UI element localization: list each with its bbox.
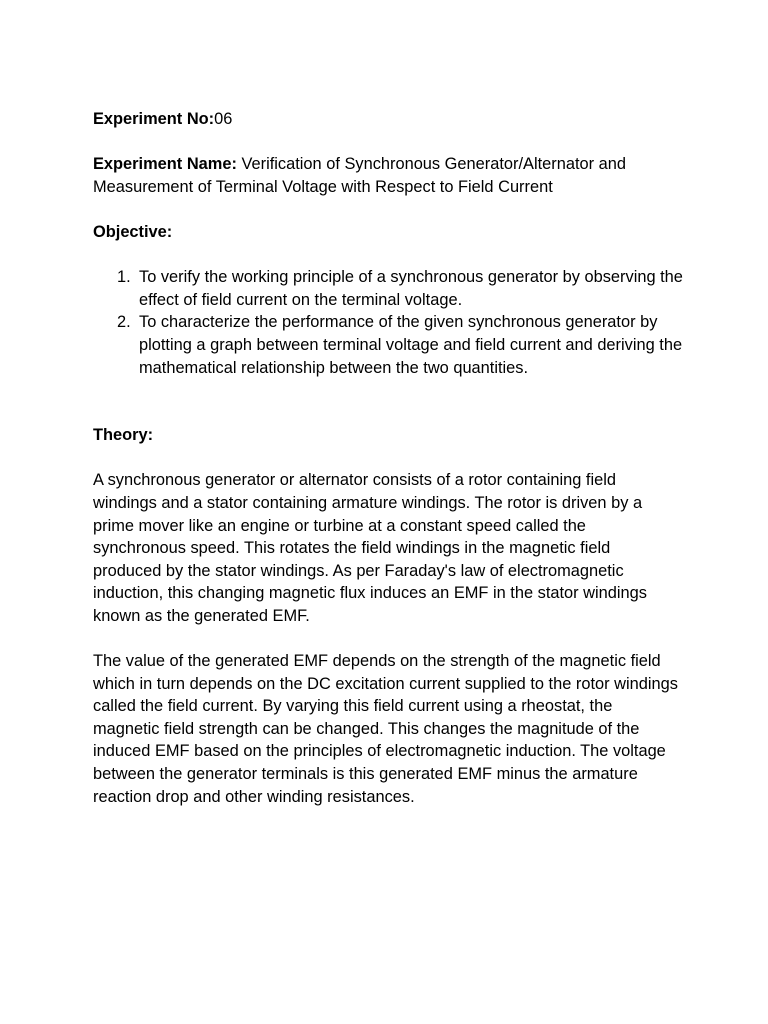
objective-heading: Objective: (93, 222, 173, 241)
spacer (93, 131, 683, 154)
list-item-text: To characterize the performance of the given synchronous generator by plotting a graph between terminal voltage and field current and deriving the mathematical relationship between the two quantities. (139, 313, 683, 377)
list-item-text: To verify the working principle of a synchronous generator by observing the effect of field current on the terminal voltage. (139, 268, 683, 309)
objective-list (93, 266, 683, 379)
experiment-name-value: Verification of Synchronous Generator/Alternator and Measurement of Terminal Voltage with Respect to Field Current (93, 155, 626, 196)
theory-heading: Theory: (93, 426, 154, 445)
experiment-number-line (93, 108, 683, 131)
theory-paragraph-1: A synchronous generator or alternator consists of a rotor containing field windings and a stator containing armature windings. The rotor is driven by a prime mover like an engine or turbine at a constant speed called the synchronous speed. This rotates the field windings in the magnetic field produced by the stator windings. As per Faraday's law of electromagnetic induction, this changing magnetic flux induces an EMF in the stator windings known as the generated EMF. (93, 471, 647, 625)
experiment-number-value: 06 (214, 110, 233, 128)
spacer (93, 198, 683, 221)
experiment-number-label: Experiment No: (93, 110, 215, 128)
theory-paragraph-2: The value of the generated EMF depends on the strength of the magnetic field which in turn depends on the DC excitation current supplied to the rotor windings called the field current. By varying this field current using a rheostat, the magnetic field strength can be changed. This changes the magnitude of the induced EMF based on the principles of electromagnetic induction. The voltage between the generator terminals is this generated EMF minus the armature reaction drop and other winding resistances. (93, 652, 678, 806)
experiment-name-label: Experiment Name: (93, 155, 237, 174)
spacer (93, 244, 683, 267)
spacer (93, 447, 683, 470)
list-item (93, 266, 683, 311)
list-item (93, 311, 683, 379)
experiment-name-line (93, 153, 683, 198)
list-item-number: 2. (117, 313, 131, 332)
spacer (93, 379, 683, 424)
spacer (93, 627, 683, 650)
list-item-number: 1. (117, 268, 131, 287)
document-page (93, 108, 683, 808)
